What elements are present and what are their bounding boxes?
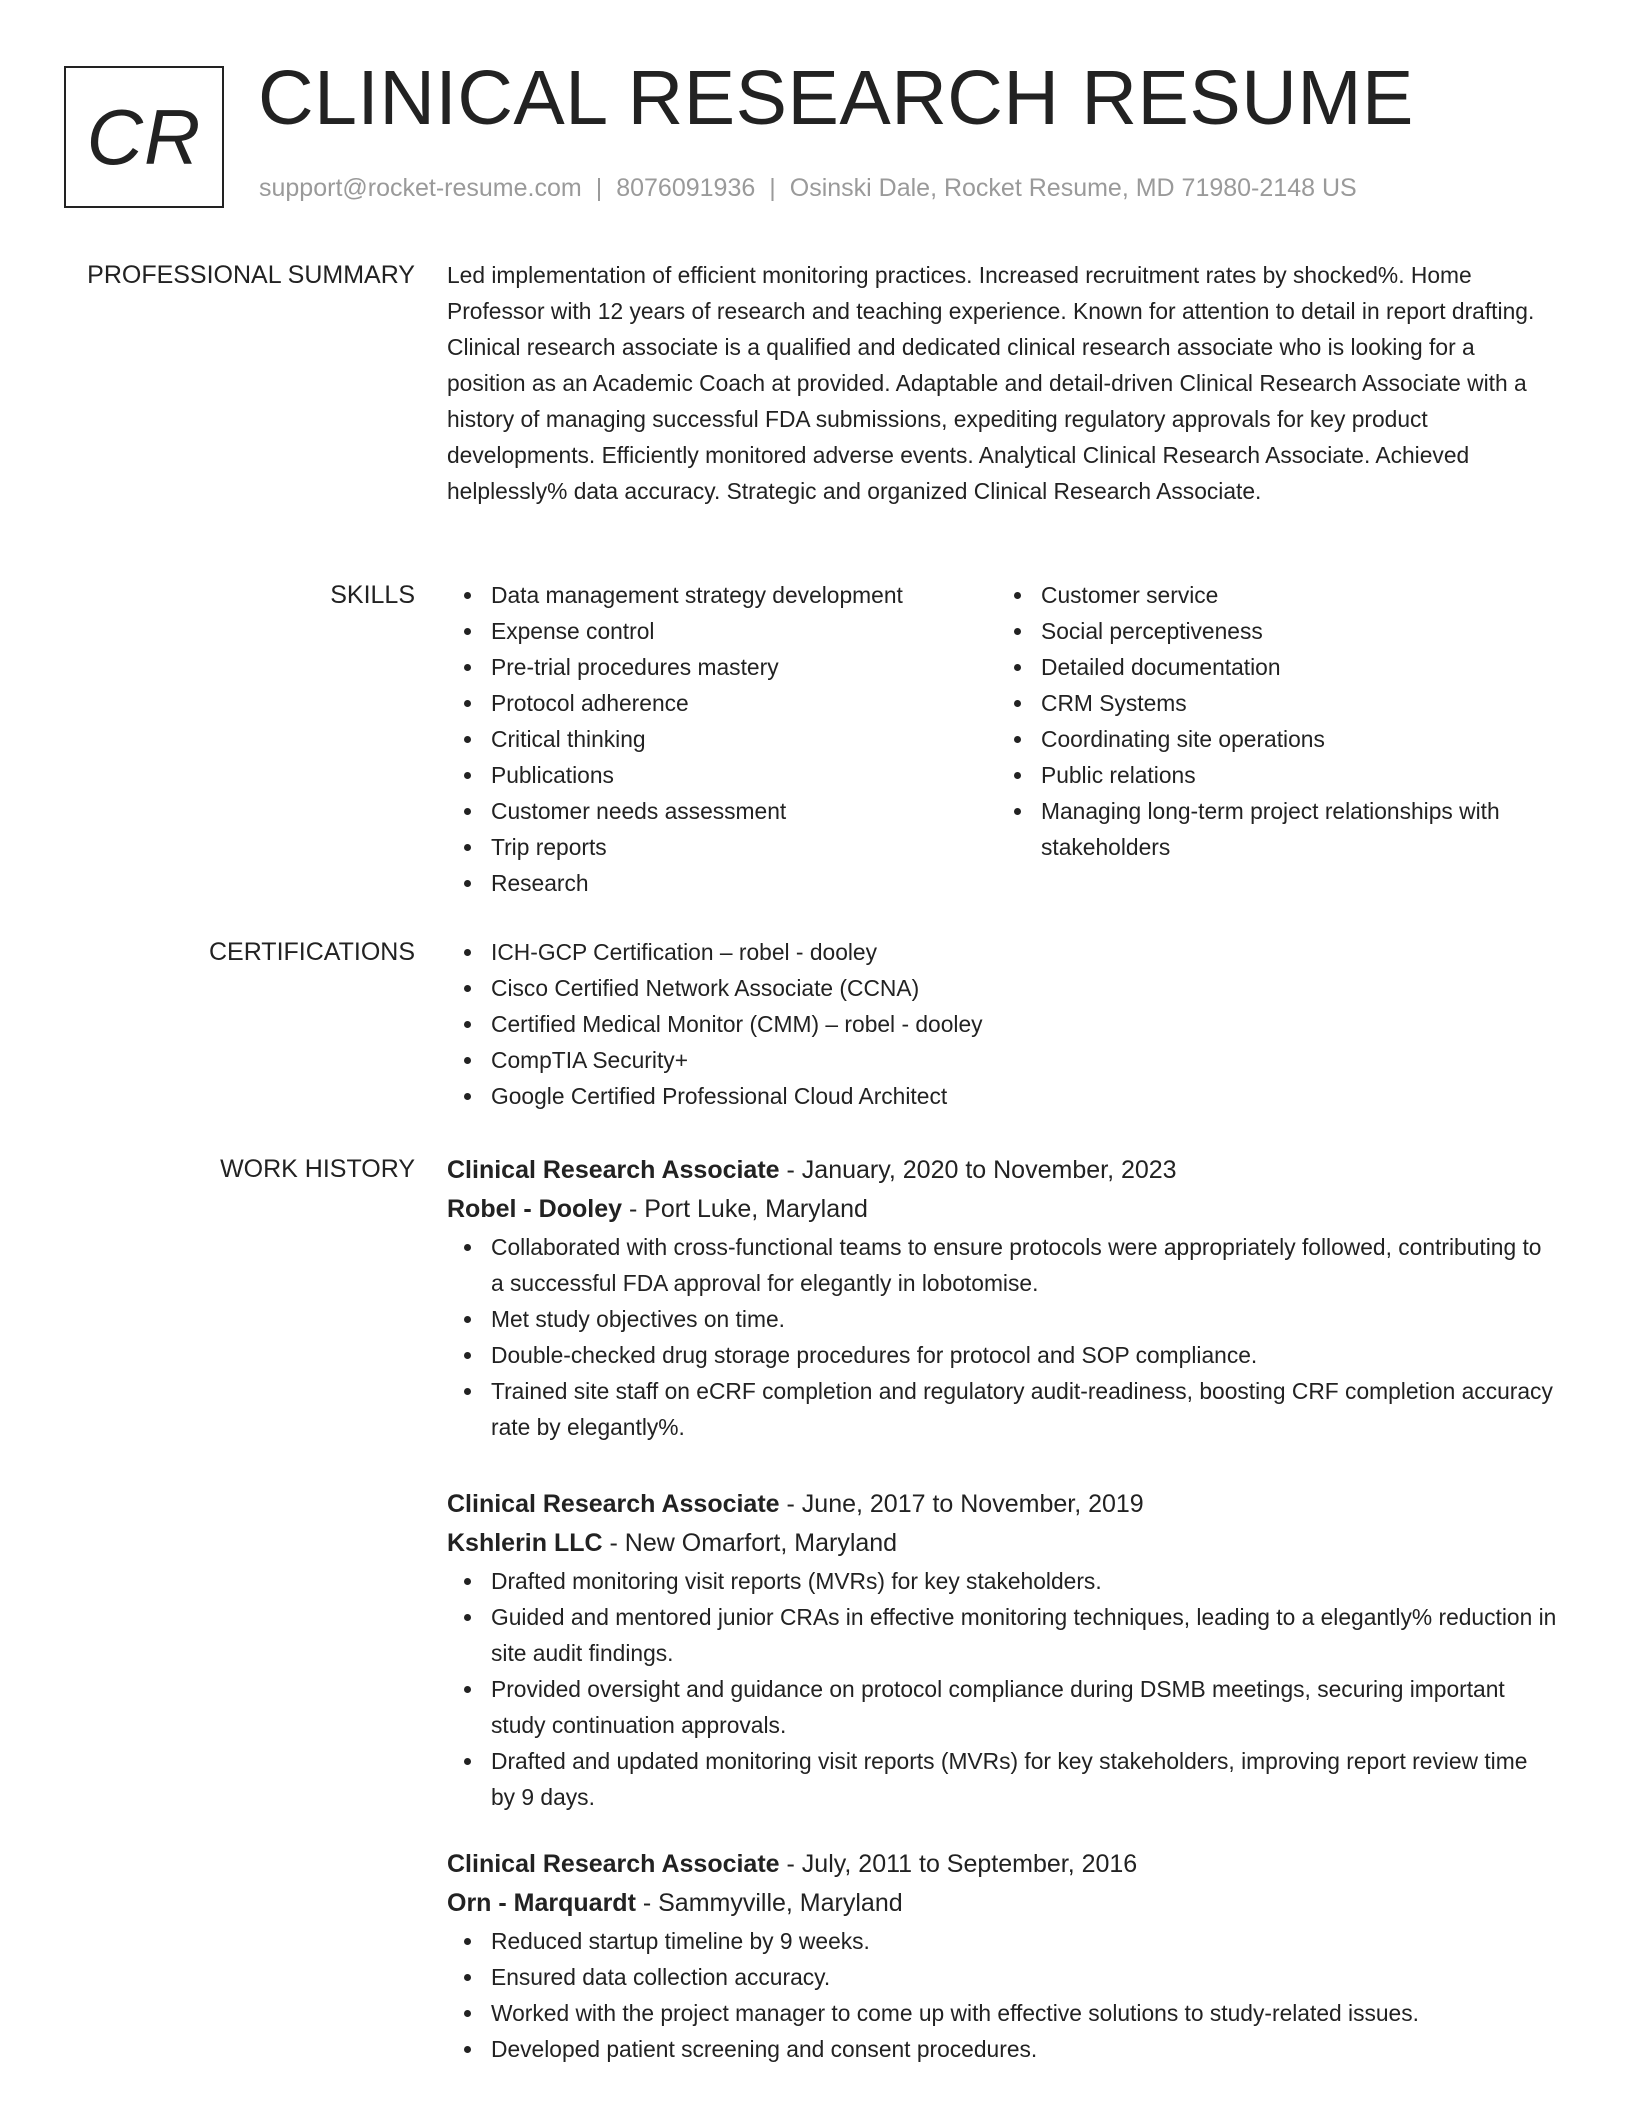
skill-item: Public relations (997, 757, 1557, 793)
contact-phone: 8076091936 (616, 174, 756, 202)
skill-item: Data management strategy development (447, 577, 997, 613)
monogram-logo: CR (64, 66, 224, 208)
job-bullet: Ensured data collection accuracy. (447, 1959, 1557, 1995)
section-label-skills: SKILLS (330, 581, 415, 609)
skill-item: Coordinating site operations (997, 721, 1557, 757)
job-bullet: Trained site staff on eCRF completion and regulatory audit-readiness, boosting CRF completion accuracy rate by elegantly%. (447, 1373, 1557, 1445)
job-title-line (447, 1485, 1557, 1524)
job-bullet-list (447, 1229, 1557, 1445)
job-company-line (447, 1524, 1557, 1563)
skill-item: Protocol adherence (447, 685, 997, 721)
job-bullet: Drafted monitoring visit reports (MVRs) for key stakeholders. (447, 1563, 1557, 1599)
work-history-body (447, 1151, 1557, 2091)
job-entry (447, 1151, 1557, 1445)
job-bullet: Met study objectives on time. (447, 1301, 1557, 1337)
skill-item: Research (447, 865, 997, 901)
skill-item: CRM Systems (997, 685, 1557, 721)
job-entry (447, 1845, 1557, 2067)
job-company: Orn - Marquardt (447, 1889, 636, 1917)
skill-item: Customer service (997, 577, 1557, 613)
certification-item: CompTIA Security+ (447, 1042, 1557, 1078)
skill-item: Expense control (447, 613, 997, 649)
skill-item: Detailed documentation (997, 649, 1557, 685)
job-company: Robel - Dooley (447, 1195, 623, 1223)
skills-list-left (447, 577, 997, 901)
summary-text: Led implementation of efficient monitoring practices. Increased recruitment rates by shocked%. Home Professor with 12 years of research and teaching experience. Known for attention to detail in report drafting. Clinical research associate is a qualified and dedicated clinical research associate who is looking for a position as an Academic Coach at provided. Adaptable and detail-driven Clinical Research Associate with a history of managing successful FDA submissions, expediting regulatory approvals for key product developments. Efficiently monitored adverse events. Analytical Clinical Research Associate. Achieved helplessly% data accuracy. Strategic and organized Clinical Research Associate. (447, 262, 1535, 504)
resume-title: CLINICAL RESEARCH RESUME (258, 55, 1414, 141)
skill-item: Customer needs assessment (447, 793, 997, 829)
job-bullet-list (447, 1563, 1557, 1815)
job-company: Kshlerin LLC (447, 1529, 603, 1557)
job-location: - Port Luke, Maryland (622, 1195, 868, 1223)
job-company-line (447, 1884, 1557, 1923)
certifications-list (447, 934, 1557, 1114)
job-entry (447, 1485, 1557, 1815)
contact-separator: | (769, 174, 776, 202)
skills-body (447, 577, 1557, 901)
job-title-line (447, 1845, 1557, 1884)
job-bullet: Worked with the project manager to come up with effective solutions to study-related issues. (447, 1995, 1557, 2031)
job-dates: - July, 2011 to September, 2016 (779, 1850, 1138, 1878)
job-company-line (447, 1190, 1557, 1229)
contact-line (259, 174, 1357, 203)
skill-item: Social perceptiveness (997, 613, 1557, 649)
job-title: Clinical Research Associate (447, 1490, 780, 1518)
skill-item: Publications (447, 757, 997, 793)
section-label-certifications: CERTIFICATIONS (208, 938, 415, 966)
job-bullet: Collaborated with cross-functional teams to ensure protocols were appropriately followed, contributing to a successful FDA approval for elegantly in lobotomise. (447, 1229, 1557, 1301)
job-bullet: Developed patient screening and consent procedures. (447, 2031, 1557, 2067)
job-bullet: Guided and mentored junior CRAs in effective monitoring techniques, leading to a elegantly% reduction in site audit findings. (447, 1599, 1557, 1671)
job-bullet: Provided oversight and guidance on protocol compliance during DSMB meetings, securing important study continuation approvals. (447, 1671, 1557, 1743)
skill-item: Managing long-term project relationships with stakeholders (997, 793, 1557, 865)
certification-item: Certified Medical Monitor (CMM) – robel - dooley (447, 1006, 1557, 1042)
contact-email: support@rocket-resume.com (259, 174, 582, 202)
job-location: - New Omarfort, Maryland (602, 1529, 898, 1557)
job-title: Clinical Research Associate (447, 1850, 780, 1878)
job-dates: - June, 2017 to November, 2019 (779, 1490, 1144, 1518)
skill-item: Trip reports (447, 829, 997, 865)
job-bullet: Double-checked drug storage procedures for protocol and SOP compliance. (447, 1337, 1557, 1373)
job-title-line (447, 1151, 1557, 1190)
job-bullet-list (447, 1923, 1557, 2067)
certifications-body (447, 934, 1557, 1114)
skill-item: Critical thinking (447, 721, 997, 757)
job-title: Clinical Research Associate (447, 1156, 780, 1184)
summary-body (447, 257, 1557, 509)
section-label-summary: PROFESSIONAL SUMMARY (87, 261, 415, 289)
contact-separator: | (595, 174, 603, 202)
skills-list-right (997, 577, 1557, 901)
job-bullet: Reduced startup timeline by 9 weeks. (447, 1923, 1557, 1959)
job-dates: - January, 2020 to November, 2023 (779, 1156, 1177, 1184)
certification-item: Google Certified Professional Cloud Architect (447, 1078, 1557, 1114)
section-label-work: WORK HISTORY (220, 1155, 415, 1183)
certification-item: ICH-GCP Certification – robel - dooley (447, 934, 1557, 970)
skill-item: Pre-trial procedures mastery (447, 649, 997, 685)
job-bullet: Drafted and updated monitoring visit reports (MVRs) for key stakeholders, improving report review time by 9 days. (447, 1743, 1557, 1815)
job-location: - Sammyville, Maryland (635, 1889, 903, 1917)
contact-address: Osinski Dale, Rocket Resume, MD 71980-2148 US (789, 174, 1357, 202)
certification-item: Cisco Certified Network Associate (CCNA) (447, 970, 1557, 1006)
